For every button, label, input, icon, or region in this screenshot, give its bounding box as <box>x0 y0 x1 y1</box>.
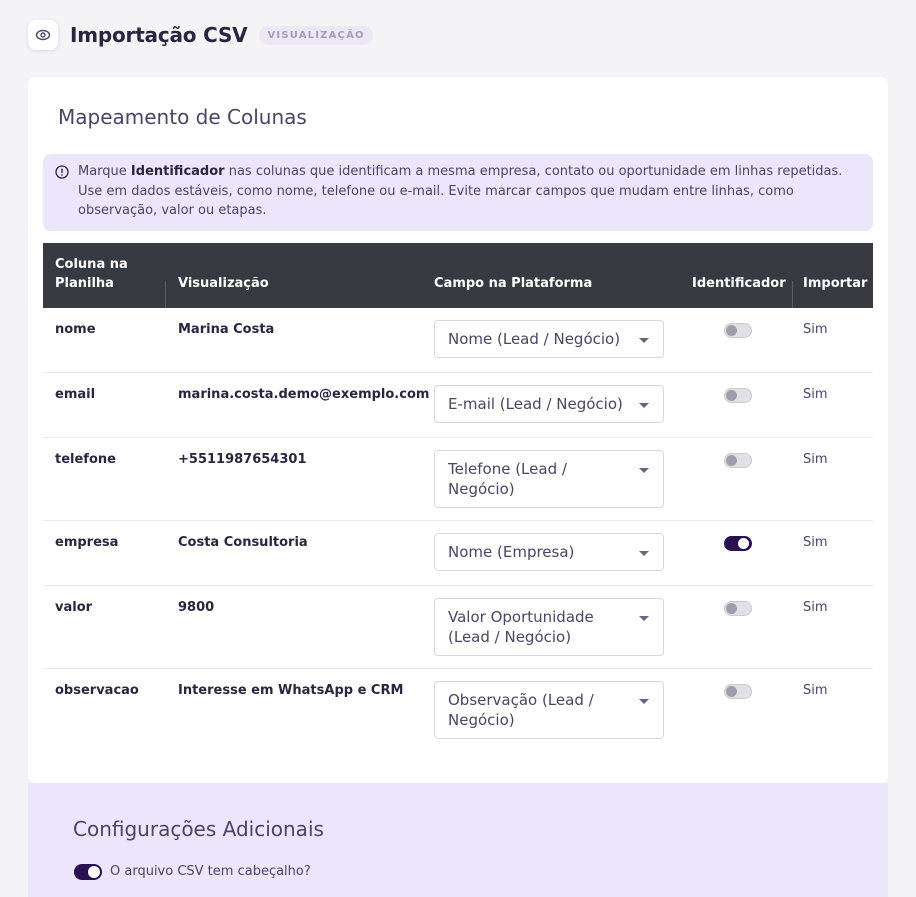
field-select[interactable]: Nome (Lead / Negócio) <box>434 320 664 358</box>
cell-importar: Sim <box>803 387 828 402</box>
card-title: Mapeamento de Colunas <box>58 105 307 129</box>
header-separator <box>792 281 793 308</box>
cell-visualizacao: +5511987654301 <box>178 452 307 467</box>
identifier-toggle[interactable] <box>724 684 752 699</box>
cell-importar: Sim <box>803 600 828 615</box>
csv-header-label: O arquivo CSV tem cabeçalho? <box>110 864 311 879</box>
cell-visualizacao: Costa Consultoria <box>178 535 308 550</box>
identifier-toggle[interactable] <box>724 536 752 551</box>
page-header <box>28 20 373 50</box>
header-identificador: Identificador <box>692 276 786 291</box>
table-row <box>43 586 873 669</box>
identifier-toggle[interactable] <box>724 601 752 616</box>
cell-coluna: telefone <box>55 452 116 467</box>
csv-header-toggle[interactable] <box>74 864 102 880</box>
cell-coluna: nome <box>55 322 96 337</box>
field-select[interactable]: Telefone (Lead / Negócio) <box>434 450 664 508</box>
mapping-table <box>43 243 873 752</box>
info-icon <box>55 165 69 179</box>
caret-down-icon <box>639 468 649 473</box>
table-row <box>43 669 873 752</box>
field-select[interactable]: Valor Oportunidade (Lead / Negócio) <box>434 598 664 656</box>
cell-importar: Sim <box>803 535 828 550</box>
caret-down-icon <box>639 616 649 621</box>
cell-importar: Sim <box>803 683 828 698</box>
header-visualizacao: Visualização <box>178 276 269 291</box>
cell-coluna: valor <box>55 600 93 615</box>
field-select[interactable]: Observação (Lead / Negócio) <box>434 681 664 739</box>
alert-text: Marque Identificador nas colunas que identificam a mesma empresa, contato ou oportunidade em linhas repetidas. Use em dados estáveis, como nome, telefone ou e-mail. Evite marcar campos que mudam entre linhas, como observação, valor ou etapas. <box>78 164 843 218</box>
alert-bold-text: Identificador <box>130 164 225 179</box>
cell-visualizacao: marina.costa.demo@exemplo.com <box>178 387 430 402</box>
table-header <box>43 243 873 308</box>
caret-down-icon <box>639 699 649 704</box>
cell-visualizacao: 9800 <box>178 600 215 615</box>
cell-visualizacao: Interesse em WhatsApp e CRM <box>178 683 404 698</box>
header-coluna: Coluna na Planilha <box>55 257 128 291</box>
table-row <box>43 521 873 586</box>
info-alert <box>43 154 873 231</box>
header-separator <box>165 281 166 308</box>
field-select[interactable]: Nome (Empresa) <box>434 533 664 571</box>
cell-coluna: observacao <box>55 683 139 698</box>
caret-down-icon <box>639 551 649 556</box>
additional-settings <box>28 783 888 897</box>
identifier-toggle[interactable] <box>724 323 752 338</box>
field-select[interactable]: E-mail (Lead / Negócio) <box>434 385 664 423</box>
eye-icon[interactable] <box>28 20 58 50</box>
identifier-toggle[interactable] <box>724 453 752 468</box>
header-campo: Campo na Plataforma <box>434 276 593 291</box>
page-title: Importação CSV <box>70 23 248 47</box>
table-row <box>43 438 873 521</box>
cell-importar: Sim <box>803 322 828 337</box>
caret-down-icon <box>639 338 649 343</box>
mapping-card <box>28 77 888 783</box>
cell-visualizacao: Marina Costa <box>178 322 275 337</box>
header-importar: Importar <box>803 276 868 291</box>
cell-coluna: empresa <box>55 535 119 550</box>
settings-title: Configurações Adicionais <box>73 817 324 841</box>
cell-importar: Sim <box>803 452 828 467</box>
mode-badge: VISUALIZAÇÃO <box>259 26 372 45</box>
cell-coluna: email <box>55 387 96 402</box>
table-row <box>43 308 873 373</box>
identifier-toggle[interactable] <box>724 388 752 403</box>
caret-down-icon <box>639 403 649 408</box>
table-row <box>43 373 873 438</box>
